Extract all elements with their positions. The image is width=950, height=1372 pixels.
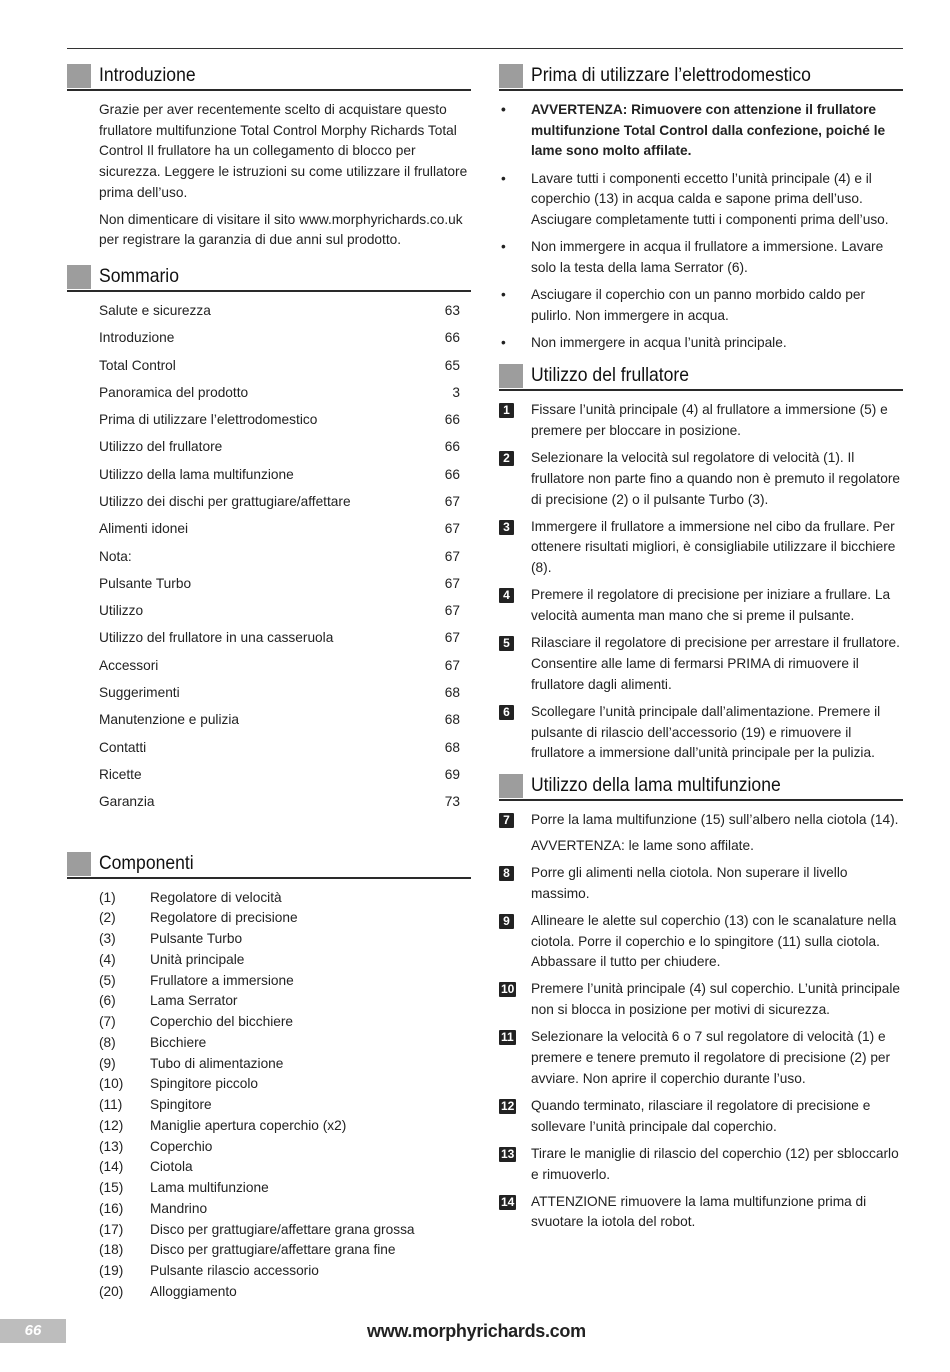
- left-column: [67, 62, 471, 1303]
- summary-label: Contatti: [99, 739, 147, 755]
- bullet-dot: •: [501, 335, 506, 351]
- component-number: (14): [99, 1159, 124, 1175]
- bullet-text: AVVERTENZA: Rimuovere con attenzione il frullatore multifunzione Total Control dalla confezione, poiché le lame sono molto affilate.: [531, 102, 886, 159]
- component-row: [99, 950, 471, 971]
- summary-page: 69: [444, 766, 460, 782]
- step-number-badge: 2: [499, 451, 514, 466]
- component-number: (2): [99, 910, 116, 926]
- before-use-heading: [499, 62, 903, 91]
- summary-page: 3: [452, 384, 460, 400]
- component-label: Ciotola: [150, 1159, 193, 1175]
- summary-page: 68: [444, 712, 460, 728]
- step-text: Allineare le alette sul coperchio (13) con le scanalature nella ciotola. Porre il coperchio e lo spingitore (11) sulla ciotola. Abbassare il tutto per chiudere.: [531, 912, 897, 970]
- component-row: [99, 1240, 471, 1261]
- component-label: Regolatore di velocità: [150, 889, 282, 905]
- summary-list: [67, 301, 471, 820]
- component-number: (20): [99, 1283, 124, 1299]
- summary-row: [99, 356, 460, 383]
- step-number-badge: 5: [499, 636, 514, 651]
- component-number: (9): [99, 1055, 116, 1071]
- step-text: Porre gli alimenti nella ciotola. Non superare il livello massimo.: [531, 864, 848, 901]
- step-number-badge: 9: [499, 914, 514, 929]
- blade-warning-note: AVVERTENZA: le lame sono affilate.: [531, 837, 754, 853]
- component-label: Pulsante rilascio accessorio: [150, 1263, 319, 1279]
- step-text: Premere il regolatore di precisione per iniziare a frullare. La velocità aumenta man mano che si preme il pulsante.: [531, 587, 891, 624]
- bullet-text: Non immergere in acqua l’unità principale.: [531, 335, 787, 351]
- summary-row: [99, 683, 460, 710]
- summary-row: [99, 519, 460, 546]
- summary-page: 67: [444, 575, 460, 591]
- step-item: [499, 1096, 903, 1137]
- summary-row: [99, 437, 460, 464]
- before-use-title: Prima di utilizzare l’elettrodomestico: [531, 64, 811, 86]
- summary-row: [99, 738, 460, 765]
- summary-label: Ricette: [99, 766, 142, 782]
- step-item: [499, 1192, 903, 1233]
- summary-label: Utilizzo del frullatore: [99, 439, 223, 455]
- step-item: [499, 633, 903, 695]
- bullet-dot: •: [501, 170, 506, 186]
- summary-page: 67: [444, 657, 460, 673]
- component-number: (3): [99, 931, 116, 947]
- component-label: Alloggiamento: [150, 1283, 237, 1299]
- component-row: [99, 1054, 471, 1075]
- summary-page: 66: [444, 330, 460, 346]
- component-row: [99, 1012, 471, 1033]
- intro-paragraph-1: Grazie per aver recentemente scelto di acquistare questo frullatore multifunzione Total Control Morphy Richards Total Control Il frullatore ha un collegamento di blocco per sicurezza. Leggere le istruzioni su come utilizzare il frullatore prima dell’uso.: [99, 102, 468, 200]
- step-item: [499, 400, 903, 441]
- bullet-text: Lavare tutti i componenti eccetto l’unità principale (4) e il coperchio (13) in acqua calda e sapone prima dell’uso. Asciugare completamente tutti i componenti prima dell’uso.: [531, 170, 889, 228]
- components-title: Componenti: [99, 851, 194, 874]
- components-heading: [67, 850, 471, 879]
- summary-row: [99, 410, 460, 437]
- step-text: Quando terminato, rilasciare il regolatore di precisione e sollevare l’unità principale dal coperchio.: [531, 1097, 871, 1134]
- summary-label: Utilizzo del frullatore in una casseruola: [99, 630, 334, 646]
- component-label: Pulsante Turbo: [150, 931, 243, 947]
- step-text: Porre la lama multifunzione (15) sull’albero nella ciotola (14).: [531, 812, 899, 828]
- heading-block-marker: [67, 64, 91, 88]
- summary-title: Sommario: [99, 264, 179, 287]
- summary-row: [99, 492, 460, 519]
- component-row: [99, 1033, 471, 1054]
- component-number: (4): [99, 951, 116, 967]
- step-number-badge: 8: [499, 866, 514, 881]
- component-row: [99, 1261, 471, 1282]
- summary-page: 73: [444, 794, 460, 810]
- website-url: www.morphyrichards.com: [367, 1321, 586, 1341]
- component-row: [99, 1116, 471, 1137]
- step-item: [499, 911, 903, 973]
- step-item: [499, 863, 903, 904]
- summary-label: Utilizzo della lama multifunzione: [99, 466, 294, 482]
- intro-heading: [67, 62, 471, 91]
- component-row: [99, 929, 471, 950]
- page-number: 66: [0, 1319, 66, 1343]
- summary-label: Panoramica del prodotto: [99, 384, 249, 400]
- summary-page: 67: [444, 548, 460, 564]
- component-row: [99, 1137, 471, 1158]
- component-label: Disco per grattugiare/affettare grana grossa: [150, 1221, 415, 1237]
- bullet-item: [499, 237, 903, 278]
- multiblade-heading: [499, 772, 903, 801]
- component-label: Bicchiere: [150, 1034, 207, 1050]
- step-number-badge: 12: [501, 1098, 515, 1113]
- component-number: (6): [99, 993, 116, 1009]
- step-item: [499, 1027, 903, 1089]
- component-number: (5): [99, 972, 116, 988]
- summary-label: Nota:: [99, 548, 132, 564]
- component-number: (10): [99, 1076, 124, 1092]
- step-number-badge: 11: [501, 1030, 514, 1045]
- blender-use-title: Utilizzo del frullatore: [531, 364, 690, 387]
- bullet-item: [499, 169, 903, 231]
- component-number: (17): [99, 1221, 124, 1237]
- before-use-list: [499, 100, 903, 354]
- heading-block-marker: [499, 64, 523, 88]
- blender-use-steps: [499, 400, 903, 764]
- component-number: (19): [99, 1263, 124, 1279]
- component-row: [99, 1095, 471, 1116]
- step-item: [499, 702, 903, 764]
- summary-label: Utilizzo dei dischi per grattugiare/affettare: [99, 494, 351, 509]
- bullet-dot: •: [501, 239, 506, 255]
- component-number: (11): [99, 1097, 123, 1113]
- component-label: Lama Serrator: [150, 993, 238, 1009]
- summary-row: [99, 601, 460, 628]
- step-item: [499, 810, 903, 831]
- step-item: [499, 517, 903, 579]
- summary-label: Utilizzo: [99, 603, 144, 619]
- heading-block-marker: [67, 852, 91, 876]
- summary-label: Total Control: [99, 357, 176, 373]
- summary-page: 67: [444, 494, 460, 509]
- component-number: (13): [99, 1138, 124, 1154]
- summary-page: 65: [444, 357, 460, 373]
- summary-row: [99, 765, 460, 792]
- component-row: [99, 1220, 471, 1241]
- summary-heading: [67, 263, 471, 292]
- component-label: Unità principale: [150, 951, 245, 967]
- summary-label: Manutenzione e pulizia: [99, 712, 240, 728]
- component-label: Tubo di alimentazione: [150, 1055, 284, 1071]
- heading-block-marker: [67, 265, 91, 289]
- summary-label: Pulsante Turbo: [99, 575, 192, 591]
- component-row: [99, 971, 471, 992]
- heading-block-marker: [499, 774, 523, 798]
- summary-row: [99, 547, 460, 574]
- bullet-item: [499, 100, 903, 162]
- summary-label: Accessori: [99, 657, 159, 673]
- step-item: [499, 979, 903, 1020]
- summary-row: [99, 301, 460, 328]
- component-number: (8): [99, 1034, 116, 1050]
- summary-page: 67: [444, 630, 460, 646]
- step-text: ATTENZIONE rimuovere la lama multifunzione prima di svuotare la iotola del robot.: [531, 1193, 867, 1230]
- step-number-badge: 4: [499, 588, 514, 603]
- step-text: Tirare le maniglie di rilascio del coperchio (12) per sbloccarlo e rimuoverlo.: [531, 1145, 899, 1182]
- component-number: (1): [99, 889, 116, 905]
- summary-row: [99, 383, 460, 410]
- summary-page: 68: [444, 685, 460, 701]
- bullet-dot: •: [501, 102, 506, 117]
- bullet-dot: •: [501, 287, 506, 303]
- component-label: Disco per grattugiare/affettare grana fine: [150, 1242, 396, 1258]
- multiblade-steps-continued: [499, 863, 903, 1233]
- step-item: [499, 585, 903, 626]
- step-number-badge: 6: [499, 705, 514, 720]
- component-number: (15): [99, 1180, 124, 1196]
- step-item: [499, 1144, 903, 1185]
- bullet-text: Asciugare il coperchio con un panno morbido caldo per pulirlo. Non immergere in acqua.: [531, 287, 866, 323]
- multiblade-title: Utilizzo della lama multifunzione: [531, 774, 781, 797]
- component-label: Coperchio del bicchiere: [150, 1014, 294, 1030]
- bullet-item: [499, 285, 903, 326]
- step-text: Immergere il frullatore a immersione nel cibo da frullare. Per ottenere risultati migliori, è consigliabile utilizzare il bicchiere (8).: [531, 518, 896, 576]
- step-text: Rilasciare il regolatore di precisione per arrestare il frullatore. Consentire alle lame di fermarsi PRIMA di rimuovere il frullatore dagli alimenti.: [531, 635, 900, 692]
- component-row: [99, 1074, 471, 1095]
- bullet-item: [499, 333, 903, 354]
- step-number-badge: 3: [499, 520, 514, 535]
- component-row: [99, 888, 471, 909]
- summary-label: Suggerimenti: [99, 685, 180, 701]
- component-row: [99, 908, 471, 929]
- summary-row: [99, 465, 460, 492]
- component-number: (16): [99, 1200, 124, 1216]
- heading-block-marker: [499, 364, 523, 388]
- summary-row: [99, 792, 460, 819]
- step-number-badge: 7: [499, 813, 514, 828]
- components-list: [67, 888, 471, 1303]
- summary-label: Introduzione: [99, 330, 175, 346]
- top-rule: [67, 48, 903, 49]
- component-label: Lama multifunzione: [150, 1180, 269, 1196]
- intro-title: Introduzione: [99, 64, 196, 86]
- summary-label: Salute e sicurezza: [99, 302, 211, 318]
- blender-use-heading: [499, 362, 903, 391]
- bullet-text: Non immergere in acqua il frullatore a immersione. Lavare solo la testa della lama Serrator (6).: [531, 239, 884, 275]
- summary-label: Prima di utilizzare l’elettrodomestico: [99, 412, 318, 428]
- component-label: Spingitore piccolo: [150, 1076, 259, 1092]
- summary-page: 67: [444, 521, 460, 537]
- step-text: Fissare l’unità principale (4) al frullatore a immersione (5) e premere per bloccare in posizione.: [531, 402, 888, 438]
- right-column: [499, 62, 903, 1240]
- component-row: [99, 1178, 471, 1199]
- component-number: (12): [99, 1117, 124, 1133]
- component-label: Maniglie apertura coperchio (x2): [150, 1117, 347, 1133]
- summary-row: [99, 328, 460, 355]
- summary-row: [99, 710, 460, 737]
- step-number-badge: 10: [501, 982, 515, 997]
- component-row: [99, 1199, 471, 1220]
- summary-label: Garanzia: [99, 794, 155, 810]
- component-number: (18): [99, 1242, 124, 1258]
- step-text: Premere l’unità principale (4) sul coperchio. L’unità principale non si blocca in posizione per motivi di sicurezza.: [531, 981, 900, 1018]
- summary-row: [99, 574, 460, 601]
- component-label: Frullatore a immersione: [150, 972, 294, 988]
- summary-label: Alimenti idonei: [99, 521, 189, 537]
- step-number-badge: 14: [501, 1194, 515, 1209]
- component-label: Regolatore di precisione: [150, 910, 298, 926]
- component-label: Spingitore: [150, 1097, 212, 1113]
- intro-paragraph-2: Non dimenticare di visitare il sito www.morphyrichards.co.uk per registrare la garanzia di due anni sul prodotto.: [99, 211, 463, 248]
- step-item: [499, 448, 903, 510]
- step-text: Selezionare la velocità sul regolatore di velocità (1). Il frullatore non parte fino a quando non è premuto il regolatore di precisione (2) o il pulsante Turbo (3).: [531, 450, 901, 507]
- summary-page: 66: [444, 412, 460, 428]
- multiblade-steps: [499, 810, 903, 831]
- step-text: Scollegare l’unità principale dall’alimentazione. Premere il pulsante di rilascio dell’accessorio (19) e rimuovere il frullatore a immersione dall’unità principale per la pulizia.: [531, 703, 881, 761]
- component-label: Coperchio: [150, 1138, 213, 1154]
- step-number-badge: 13: [501, 1146, 515, 1161]
- summary-page: 67: [444, 603, 460, 619]
- summary-row: [99, 628, 460, 655]
- summary-page: 66: [444, 466, 460, 482]
- component-label: Mandrino: [150, 1200, 208, 1216]
- component-row: [99, 991, 471, 1012]
- component-row: [99, 1157, 471, 1178]
- summary-row: [99, 656, 460, 683]
- component-row: [99, 1282, 471, 1303]
- step-text: Selezionare la velocità 6 o 7 sul regolatore di velocità (1) e premere e tenere premuto il regolatore di precisione (2) per avviare. Non aprire il coperchio durante l’uso.: [531, 1029, 891, 1086]
- summary-page: 68: [444, 739, 460, 755]
- component-number: (7): [99, 1014, 116, 1030]
- summary-page: 63: [444, 302, 460, 318]
- summary-page: 66: [444, 439, 460, 455]
- step-number-badge: 1: [499, 403, 514, 418]
